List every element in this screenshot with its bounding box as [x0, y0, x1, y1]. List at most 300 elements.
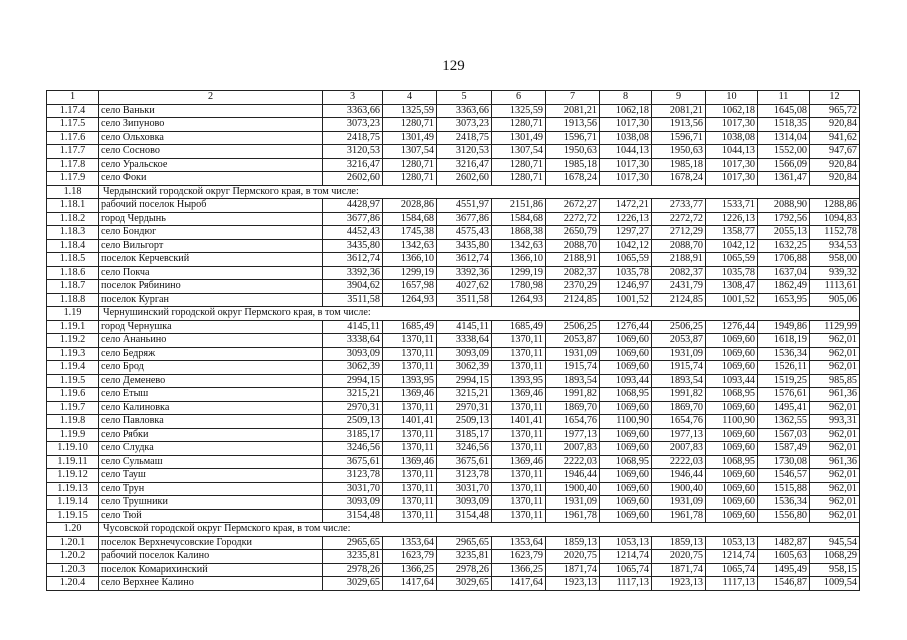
value-cell: 1913,56: [652, 118, 706, 132]
value-cell: 2088,70: [652, 239, 706, 253]
value-cell: 1361,47: [758, 172, 810, 186]
value-cell: 2053,87: [652, 334, 706, 348]
row-name: село Бедряж: [99, 347, 323, 361]
value-cell: 1587,49: [758, 442, 810, 456]
value-cell: 1069,60: [706, 469, 758, 483]
value-cell: 1417,64: [492, 577, 546, 591]
value-cell: 1065,74: [706, 563, 758, 577]
value-cell: 1370,11: [492, 442, 546, 456]
row-name: село Етыш: [99, 388, 323, 402]
value-cell: 1299,19: [492, 266, 546, 280]
table-row: [47, 334, 860, 348]
row-name: село Павловка: [99, 415, 323, 429]
header-cell: 2: [99, 91, 323, 105]
value-cell: 2222,03: [652, 455, 706, 469]
value-cell: 1576,61: [758, 388, 810, 402]
value-cell: 1117,13: [706, 577, 758, 591]
row-code: 1.19.14: [47, 496, 99, 510]
value-cell: 1100,90: [600, 415, 652, 429]
value-cell: 2151,86: [492, 199, 546, 213]
value-cell: 2672,27: [546, 199, 600, 213]
value-cell: 905,06: [810, 293, 860, 307]
value-cell: 1985,18: [652, 158, 706, 172]
value-cell: 1495,41: [758, 401, 810, 415]
value-cell: 3120,53: [437, 145, 492, 159]
value-cell: 1370,11: [492, 428, 546, 442]
value-cell: 1482,87: [758, 536, 810, 550]
header-cell: 8: [600, 91, 652, 105]
value-cell: 1129,99: [810, 320, 860, 334]
value-cell: 4551,97: [437, 199, 492, 213]
value-cell: 2020,75: [546, 550, 600, 564]
value-cell: 3185,17: [323, 428, 383, 442]
row-code: 1.17.9: [47, 172, 99, 186]
value-cell: 1623,79: [383, 550, 437, 564]
value-cell: 985,85: [810, 374, 860, 388]
value-cell: 961,36: [810, 388, 860, 402]
value-cell: 1913,56: [546, 118, 600, 132]
value-cell: 1546,57: [758, 469, 810, 483]
row-code: 1.17.4: [47, 104, 99, 118]
value-cell: 1035,78: [706, 266, 758, 280]
value-cell: 1533,71: [706, 199, 758, 213]
value-cell: 3154,48: [323, 509, 383, 523]
value-cell: 1353,64: [383, 536, 437, 550]
value-cell: 1645,08: [758, 104, 810, 118]
value-cell: 1370,11: [492, 482, 546, 496]
table-row: [47, 172, 860, 186]
value-cell: 1065,59: [706, 253, 758, 267]
value-cell: 965,72: [810, 104, 860, 118]
value-cell: 1246,97: [600, 280, 652, 294]
value-cell: 1035,78: [600, 266, 652, 280]
value-cell: 1301,49: [492, 131, 546, 145]
value-cell: 1931,09: [546, 347, 600, 361]
value-cell: 3392,36: [323, 266, 383, 280]
value-cell: 962,01: [810, 428, 860, 442]
value-cell: 1869,70: [546, 401, 600, 415]
value-cell: 3093,09: [437, 496, 492, 510]
value-cell: 1370,11: [492, 334, 546, 348]
value-cell: 1280,71: [492, 158, 546, 172]
value-cell: 1985,18: [546, 158, 600, 172]
value-cell: 2970,31: [323, 401, 383, 415]
value-cell: 1069,60: [706, 442, 758, 456]
row-code: 1.18.4: [47, 239, 99, 253]
row-code: 1.18.3: [47, 226, 99, 240]
value-cell: 1893,54: [546, 374, 600, 388]
value-cell: 962,01: [810, 469, 860, 483]
value-cell: 1596,71: [546, 131, 600, 145]
value-cell: 2124,85: [546, 293, 600, 307]
header-cell: 3: [323, 91, 383, 105]
value-cell: 1053,13: [706, 536, 758, 550]
value-cell: 1280,71: [492, 172, 546, 186]
value-cell: 1931,09: [652, 347, 706, 361]
row-name: село Трун: [99, 482, 323, 496]
value-cell: 3029,65: [323, 577, 383, 591]
row-name: село Покча: [99, 266, 323, 280]
value-cell: 3675,61: [323, 455, 383, 469]
row-name: село Вильгорт: [99, 239, 323, 253]
value-cell: 2970,31: [437, 401, 492, 415]
value-cell: 4428,97: [323, 199, 383, 213]
table-row: [47, 320, 860, 334]
value-cell: 3093,09: [323, 496, 383, 510]
value-cell: 3216,47: [437, 158, 492, 172]
row-code: 1.19.13: [47, 482, 99, 496]
value-cell: 3612,74: [323, 253, 383, 267]
row-name: поселок Комарихинский: [99, 563, 323, 577]
value-cell: 1871,74: [546, 563, 600, 577]
header-row: [47, 91, 860, 105]
row-name: село Сосново: [99, 145, 323, 159]
row-name: город Чернушка: [99, 320, 323, 334]
value-cell: 1069,60: [706, 496, 758, 510]
value-cell: 1017,30: [706, 118, 758, 132]
value-cell: 1226,13: [600, 212, 652, 226]
value-cell: 1214,74: [706, 550, 758, 564]
value-cell: 1900,40: [652, 482, 706, 496]
table-row: [47, 577, 860, 591]
value-cell: 1584,68: [492, 212, 546, 226]
row-name: село Зипуново: [99, 118, 323, 132]
value-cell: 958,00: [810, 253, 860, 267]
row-name: поселок Керчевский: [99, 253, 323, 267]
value-cell: 1685,49: [383, 320, 437, 334]
table-row: [47, 469, 860, 483]
value-cell: 1100,90: [706, 415, 758, 429]
value-cell: 2994,15: [437, 374, 492, 388]
page-number: 129: [442, 58, 465, 74]
value-cell: 1495,49: [758, 563, 810, 577]
value-cell: 1605,63: [758, 550, 810, 564]
value-cell: 1518,35: [758, 118, 810, 132]
value-cell: 1366,10: [492, 253, 546, 267]
value-cell: 1653,95: [758, 293, 810, 307]
value-cell: 1325,59: [383, 104, 437, 118]
row-name: село Уральское: [99, 158, 323, 172]
table-row: [47, 482, 860, 496]
value-cell: 1730,08: [758, 455, 810, 469]
value-cell: 4145,11: [323, 320, 383, 334]
value-cell: 2965,65: [437, 536, 492, 550]
value-cell: 3093,09: [323, 347, 383, 361]
value-cell: 1009,54: [810, 577, 860, 591]
value-cell: 1931,09: [546, 496, 600, 510]
value-cell: 3073,23: [437, 118, 492, 132]
value-cell: 1366,25: [492, 563, 546, 577]
row-code: 1.19.5: [47, 374, 99, 388]
value-cell: 1069,60: [600, 469, 652, 483]
value-cell: 3235,81: [323, 550, 383, 564]
value-cell: 1068,29: [810, 550, 860, 564]
row-name: город Чердынь: [99, 212, 323, 226]
value-cell: 1632,25: [758, 239, 810, 253]
value-cell: 1370,11: [383, 442, 437, 456]
value-cell: 3123,78: [437, 469, 492, 483]
value-cell: 3511,58: [323, 293, 383, 307]
value-cell: 1526,11: [758, 361, 810, 375]
header-cell: 4: [383, 91, 437, 105]
row-code: 1.18.5: [47, 253, 99, 267]
value-cell: 1069,60: [600, 347, 652, 361]
value-cell: 1915,74: [546, 361, 600, 375]
value-cell: 1370,11: [383, 334, 437, 348]
row-code: 1.19.7: [47, 401, 99, 415]
value-cell: 993,31: [810, 415, 860, 429]
section-title: Чердынский городской округ Пермского края, в том числе:: [99, 185, 860, 199]
value-cell: 4575,43: [437, 226, 492, 240]
value-cell: 1369,46: [383, 388, 437, 402]
row-name: село Фоки: [99, 172, 323, 186]
table-row: [47, 158, 860, 172]
table-row: [47, 509, 860, 523]
table-row: [47, 280, 860, 294]
value-cell: 1931,09: [652, 496, 706, 510]
row-code: 1.18.1: [47, 199, 99, 213]
value-cell: 1596,71: [652, 131, 706, 145]
header-cell: 5: [437, 91, 492, 105]
value-cell: 1062,18: [706, 104, 758, 118]
table-row: [47, 199, 860, 213]
value-cell: 1685,49: [492, 320, 546, 334]
value-cell: 920,84: [810, 118, 860, 132]
value-cell: 1370,11: [383, 361, 437, 375]
table-row: [47, 442, 860, 456]
section-code: 1.18: [47, 185, 99, 199]
row-name: село Ананьино: [99, 334, 323, 348]
value-cell: 3029,65: [437, 577, 492, 591]
value-cell: 920,84: [810, 158, 860, 172]
value-cell: 962,01: [810, 347, 860, 361]
section-row: [47, 185, 860, 199]
header-cell: 10: [706, 91, 758, 105]
value-cell: 1552,00: [758, 145, 810, 159]
value-cell: 3185,17: [437, 428, 492, 442]
value-cell: 1393,95: [383, 374, 437, 388]
value-cell: 2020,75: [652, 550, 706, 564]
value-cell: 3435,80: [323, 239, 383, 253]
table-row: [47, 118, 860, 132]
value-cell: 1366,10: [383, 253, 437, 267]
table-row: [47, 455, 860, 469]
value-cell: 3031,70: [323, 482, 383, 496]
table-row: [47, 428, 860, 442]
value-cell: 1566,09: [758, 158, 810, 172]
value-cell: 1370,11: [383, 401, 437, 415]
value-cell: 1915,74: [652, 361, 706, 375]
value-cell: 1991,82: [546, 388, 600, 402]
value-cell: 3120,53: [323, 145, 383, 159]
row-code: 1.18.6: [47, 266, 99, 280]
row-name: село Рябки: [99, 428, 323, 442]
value-cell: 3677,86: [437, 212, 492, 226]
row-code: 1.19.8: [47, 415, 99, 429]
table-row: [47, 131, 860, 145]
table-row: [47, 253, 860, 267]
row-code: 1.20.4: [47, 577, 99, 591]
value-cell: 1069,60: [600, 334, 652, 348]
row-name: село Тауш: [99, 469, 323, 483]
table-row: [47, 266, 860, 280]
value-cell: 3215,21: [437, 388, 492, 402]
value-cell: 1370,11: [492, 509, 546, 523]
value-cell: 1792,56: [758, 212, 810, 226]
value-cell: 1654,76: [652, 415, 706, 429]
value-cell: 2272,72: [652, 212, 706, 226]
value-cell: 1093,44: [706, 374, 758, 388]
table-row: [47, 388, 860, 402]
row-name: село Бондюг: [99, 226, 323, 240]
section-row: [47, 523, 860, 537]
value-cell: 2978,26: [437, 563, 492, 577]
header-cell: 9: [652, 91, 706, 105]
value-cell: 1017,30: [600, 158, 652, 172]
value-cell: 941,62: [810, 131, 860, 145]
value-cell: 1745,38: [383, 226, 437, 240]
value-cell: 1069,60: [706, 401, 758, 415]
table-row: [47, 226, 860, 240]
value-cell: 2082,37: [546, 266, 600, 280]
value-cell: 962,01: [810, 442, 860, 456]
value-cell: 2081,21: [546, 104, 600, 118]
table-row: [47, 496, 860, 510]
row-code: 1.18.7: [47, 280, 99, 294]
value-cell: 1299,19: [383, 266, 437, 280]
value-cell: 1001,52: [600, 293, 652, 307]
row-name: поселок Рябинино: [99, 280, 323, 294]
value-cell: 3073,23: [323, 118, 383, 132]
header-cell: 11: [758, 91, 810, 105]
row-code: 1.20.2: [47, 550, 99, 564]
value-cell: 4027,62: [437, 280, 492, 294]
header-cell: 7: [546, 91, 600, 105]
value-cell: 2007,83: [546, 442, 600, 456]
table-body: [47, 91, 860, 591]
value-cell: 3677,86: [323, 212, 383, 226]
value-cell: 1637,04: [758, 266, 810, 280]
value-cell: 1893,54: [652, 374, 706, 388]
section-code: 1.20: [47, 523, 99, 537]
value-cell: 4452,43: [323, 226, 383, 240]
value-cell: 1369,46: [492, 455, 546, 469]
row-code: 1.19.1: [47, 320, 99, 334]
value-cell: 3246,56: [323, 442, 383, 456]
value-cell: 962,01: [810, 509, 860, 523]
value-cell: 1068,95: [706, 388, 758, 402]
value-cell: 2602,60: [437, 172, 492, 186]
value-cell: 2602,60: [323, 172, 383, 186]
value-cell: 1369,46: [492, 388, 546, 402]
value-cell: 1342,63: [383, 239, 437, 253]
value-cell: 1038,08: [600, 131, 652, 145]
value-cell: 2506,25: [652, 320, 706, 334]
value-cell: 1068,95: [600, 455, 652, 469]
value-cell: 1950,63: [652, 145, 706, 159]
value-cell: 3062,39: [437, 361, 492, 375]
value-cell: 1069,60: [600, 496, 652, 510]
value-cell: 1859,13: [546, 536, 600, 550]
value-cell: 3246,56: [437, 442, 492, 456]
value-cell: 3338,64: [323, 334, 383, 348]
value-cell: 2188,91: [652, 253, 706, 267]
value-cell: 961,36: [810, 455, 860, 469]
value-cell: 1280,71: [383, 158, 437, 172]
value-cell: 1053,13: [600, 536, 652, 550]
value-cell: 3031,70: [437, 482, 492, 496]
header-cell: 1: [47, 91, 99, 105]
value-cell: 1297,27: [600, 226, 652, 240]
row-code: 1.17.8: [47, 158, 99, 172]
table-row: [47, 239, 860, 253]
row-code: 1.19.2: [47, 334, 99, 348]
value-cell: 1567,03: [758, 428, 810, 442]
value-cell: 1923,13: [546, 577, 600, 591]
value-cell: 1044,13: [706, 145, 758, 159]
value-cell: 1094,83: [810, 212, 860, 226]
row-code: 1.20.1: [47, 536, 99, 550]
value-cell: 1584,68: [383, 212, 437, 226]
value-cell: 1618,19: [758, 334, 810, 348]
value-cell: 1946,44: [652, 469, 706, 483]
row-name: село Калиновка: [99, 401, 323, 415]
value-cell: 1038,08: [706, 131, 758, 145]
value-cell: 3123,78: [323, 469, 383, 483]
value-cell: 1017,30: [600, 118, 652, 132]
section-title: Чусовской городской округ Пермского края, в том числе:: [99, 523, 860, 537]
row-name: село Верхнее Калино: [99, 577, 323, 591]
row-name: село Ольховка: [99, 131, 323, 145]
table-row: [47, 145, 860, 159]
value-cell: 3675,61: [437, 455, 492, 469]
table-row: [47, 212, 860, 226]
value-cell: 4145,11: [437, 320, 492, 334]
row-name: село Тюй: [99, 509, 323, 523]
value-cell: 1069,60: [600, 361, 652, 375]
value-cell: 1370,11: [383, 469, 437, 483]
row-code: 1.19.4: [47, 361, 99, 375]
value-cell: 3612,74: [437, 253, 492, 267]
value-cell: 1654,76: [546, 415, 600, 429]
value-cell: 1946,44: [546, 469, 600, 483]
value-cell: 1556,80: [758, 509, 810, 523]
value-cell: 3062,39: [323, 361, 383, 375]
value-cell: 2509,13: [437, 415, 492, 429]
row-name: поселок Верхнечусовские Городки: [99, 536, 323, 550]
value-cell: 962,01: [810, 482, 860, 496]
value-cell: 1977,13: [546, 428, 600, 442]
value-cell: 1214,74: [600, 550, 652, 564]
value-cell: 1069,60: [706, 334, 758, 348]
value-cell: 2088,90: [758, 199, 810, 213]
value-cell: 1515,88: [758, 482, 810, 496]
value-cell: 2053,87: [546, 334, 600, 348]
value-cell: 947,67: [810, 145, 860, 159]
value-cell: 1017,30: [706, 158, 758, 172]
value-cell: 1068,95: [706, 455, 758, 469]
table-row: [47, 293, 860, 307]
value-cell: 1307,54: [492, 145, 546, 159]
row-name: рабочий поселок Калино: [99, 550, 323, 564]
value-cell: 1152,78: [810, 226, 860, 240]
value-cell: 1370,11: [492, 347, 546, 361]
value-cell: 3392,36: [437, 266, 492, 280]
value-cell: 1065,59: [600, 253, 652, 267]
value-cell: 2007,83: [652, 442, 706, 456]
value-cell: 1859,13: [652, 536, 706, 550]
value-cell: 920,84: [810, 172, 860, 186]
